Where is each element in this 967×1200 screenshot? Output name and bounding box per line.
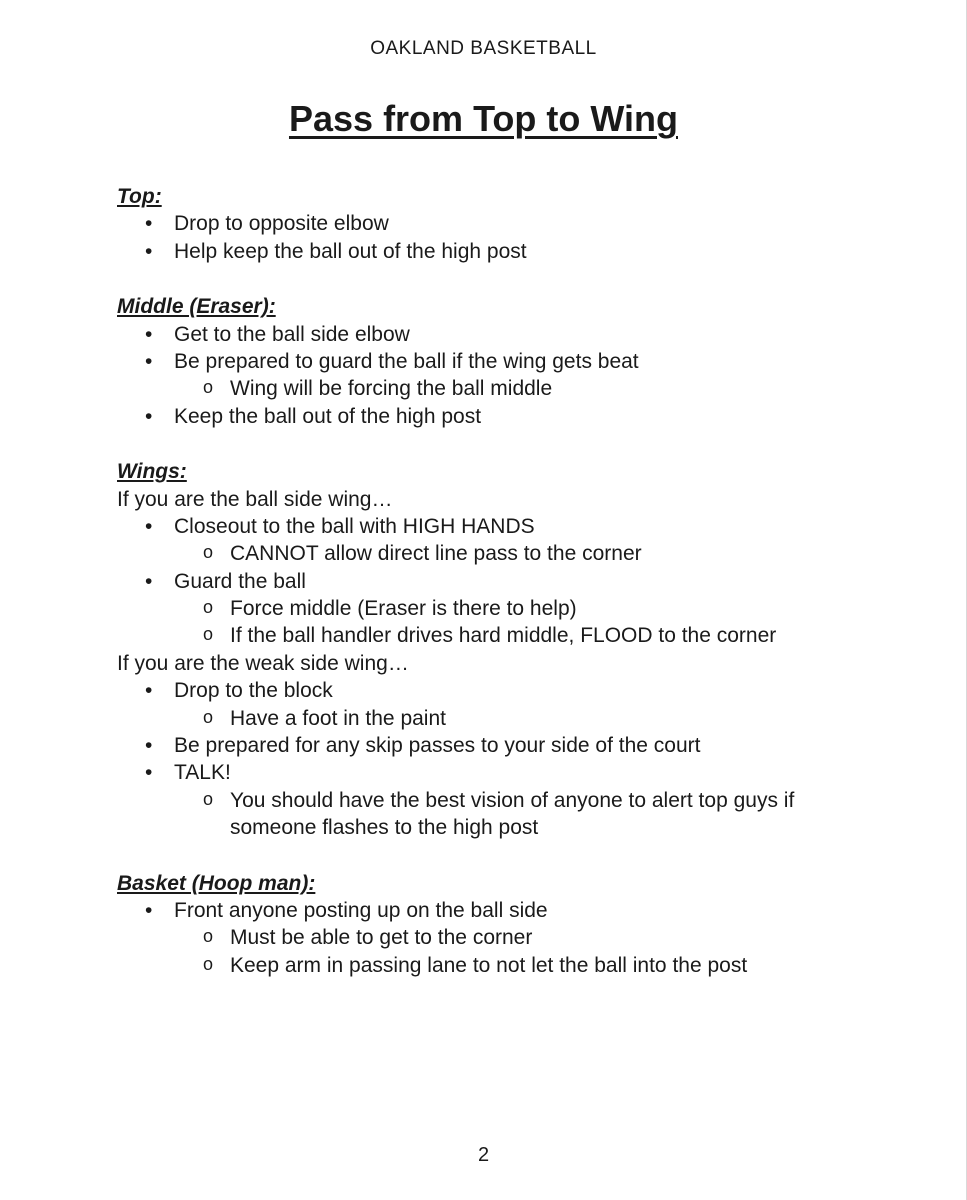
section-heading-basket: Basket (Hoop man):: [117, 871, 316, 895]
sub-list-item-continuation: someone flashes to the high post: [230, 816, 539, 840]
list-item: • TALK!: [117, 759, 917, 786]
wings-weak-side-intro: If you are the weak side wing…: [117, 651, 409, 675]
section-heading-middle: Middle (Eraser):: [117, 295, 276, 319]
list-item: • Help keep the ball out of the high post: [117, 238, 917, 265]
page-title: Pass from Top to Wing: [288, 98, 678, 139]
sub-list-item: o Have a foot in the paint: [117, 705, 917, 732]
section-heading-wings: Wings:: [117, 460, 187, 484]
section-middle: [117, 293, 917, 430]
sub-list-item: o Must be able to get to the corner: [117, 924, 917, 951]
page-header: OAKLAND BASKETBALL: [370, 38, 597, 59]
list-item: • Be prepared to guard the ball if the wing gets beat: [117, 348, 917, 375]
list-item: • Front anyone posting up on the ball side: [117, 897, 917, 924]
section-wings: [117, 458, 917, 841]
sub-list-item: o You should have the best vision of anyone to alert top guys if: [117, 787, 917, 814]
page-number: 2: [477, 1144, 490, 1166]
list-item: • Closeout to the ball with HIGH HANDS: [117, 513, 917, 540]
sub-list-item: o CANNOT allow direct line pass to the corner: [117, 540, 917, 567]
sub-list-item: o If the ball handler drives hard middle, FLOOD to the corner: [117, 622, 917, 649]
wings-ball-side-intro: If you are the ball side wing…: [117, 487, 393, 511]
sub-list-item: o Wing will be forcing the ball middle: [117, 375, 917, 402]
list-item: • Keep the ball out of the high post: [117, 403, 917, 430]
document-body: [117, 183, 917, 979]
list-item: • Guard the ball: [117, 568, 917, 595]
sub-list-item: o Keep arm in passing lane to not let the ball into the post: [117, 952, 917, 979]
list-item: • Be prepared for any skip passes to your side of the court: [117, 732, 917, 759]
section-heading-top: Top:: [117, 185, 162, 208]
list-item: • Get to the ball side elbow: [117, 321, 917, 348]
section-basket: [117, 870, 917, 980]
sub-list-item: o Force middle (Eraser is there to help): [117, 595, 917, 622]
list-item: • Drop to the block: [117, 677, 917, 704]
section-top: [117, 183, 917, 265]
list-item: • Drop to opposite elbow: [117, 210, 917, 237]
